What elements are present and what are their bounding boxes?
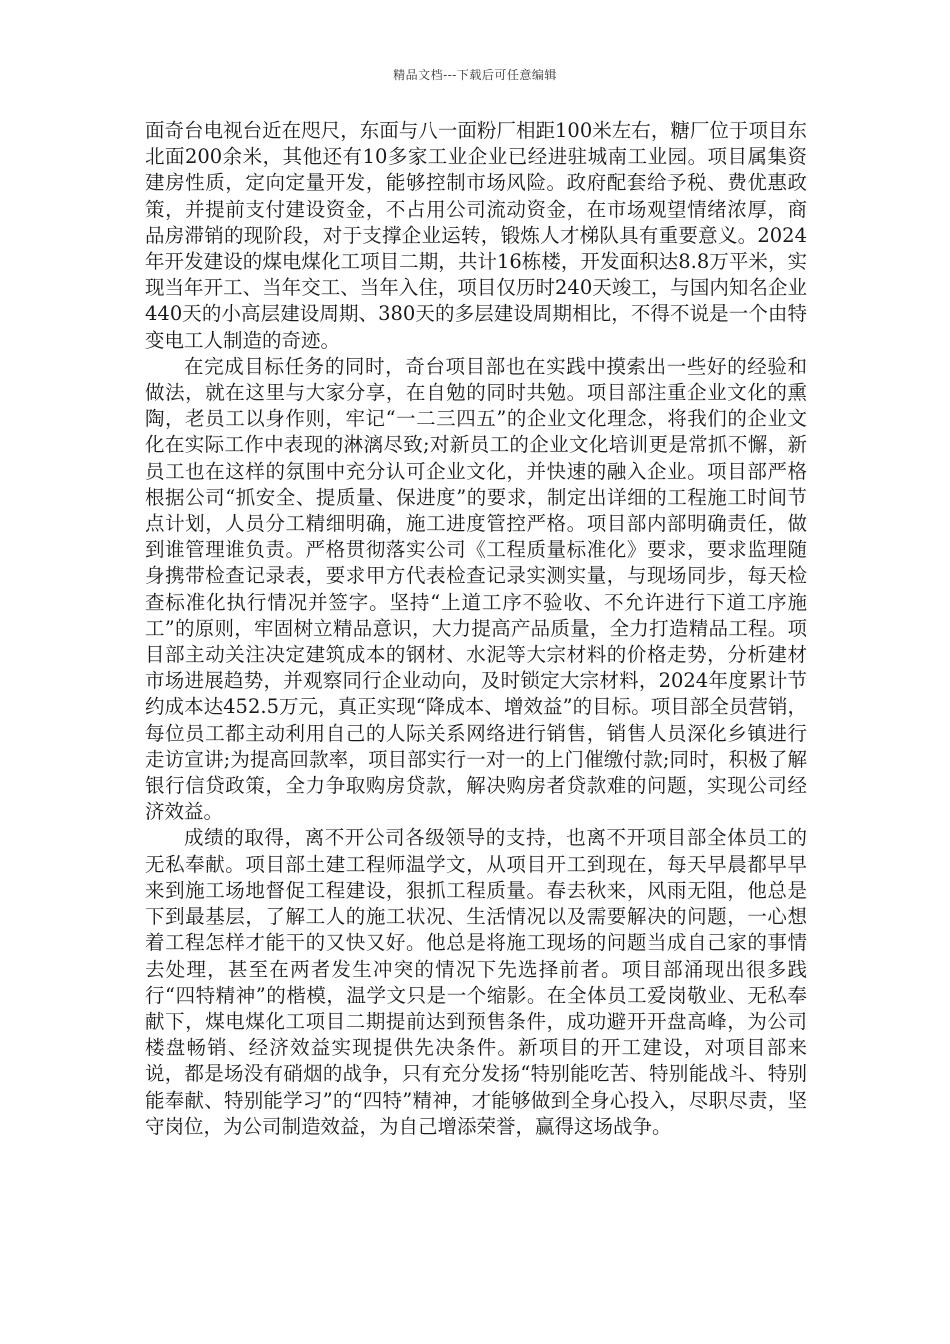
paragraph-3: 成绩的取得，离不开公司各级领导的支持，也离不开项目部全体员工的无私奉献。项目部土建工程师温学文，从项目开工到现在，每天早晨都早早来到施工场地督促工程建设，狠抓工程质量。春去秋来，风雨无阻，他总是下到最基层，了解工人的施工状况、生活情况以及需要解决的问题，一心想着工程怎样才能干的又快又好。他总是将施工现场的问题当成自己家的事情去处理，甚至在两者发生冲突的情况下先选择前者。项目部涌现出很多践行“四特精神”的楷模，温学文只是一个缩影。在全体员工爱岗敬业、无私奉献下，煤电煤化工项目二期提前达到预售条件，成功避开开盘高峰，为公司楼盘畅销、经济效益实现提供先决条件。新项目的开工建设，对项目部来说，都是场没有硝烟的战争，只有充分发扬“特别能吃苦、特别能战斗、特别能奉献、特别能学习”的“四特”精神，才能够做到全身心投入，尽职尽责，坚守岗位，为公司制造效益，为自己增添荣誉，赢得这场战争。 <box>145 826 807 1138</box>
paragraph-2: 在完成目标任务的同时，奇台项目部也在实践中摸索出一些好的经验和做法，就在这里与大家分享，在自勉的同时共勉。项目部注重企业文化的熏陶，老员工以身作则，牢记“一二三四五”的企业文化理念，将我们的企业文化在实际工作中表现的淋漓尽致;对新员工的企业文化培训更是常抓不懈，新员工也在这样的氛围中充分认可企业文化，并快速的融入企业。项目部严格根据公司“抓安全、提质量、保进度”的要求，制定出详细的工程施工时间节点计划，人员分工精细明确，施工进度管控严格。项目部内部明确责任，做到谁管理谁负责。严格贯彻落实公司《工程质量标准化》要求，要求监理随身携带检查记录表，要求甲方代表检查记录实测实量，与现场同步，每天检查标准化执行情况并签字。坚持“上道工序不验收、不允许进行下道工序施工”的原则，牢固树立精品意识，大力提高产品质量，全力打造精品工程。项目部主动关注决定建筑成本的钢材、水泥等大宗材料的价格走势，分析建材市场进展趋势，并观察同行企业动向，及时锁定大宗材料，2024年度累计节约成本达452.5万元，真正实现“降成本、增效益”的目标。项目部全员营销，每位员工都主动利用自己的人际关系网络进行销售，销售人员深化乡镇进行走访宣讲;为提高回款率，项目部实行一对一的上门催缴付款;同时，积极了解银行信贷政策，全力争取购房贷款，解决购房者贷款难的问题，实现公司经济效益。 <box>145 354 807 824</box>
document-body <box>145 118 807 1140</box>
page-header: 精品文档---下载后可任意编辑 <box>393 68 557 82</box>
paragraph-1: 面奇台电视台近在咫尺，东面与八一面粉厂相距100米左右，糖厂位于项目东北面200余米，其他还有10多家工业企业已经进驻城南工业园。项目属集资建房性质，定向定量开发，能够控制市场风险。政府配套给予税、费优惠政策，并提前支付建设资金，不占用公司流动资金，在市场观望情绪浓厚，商品房滞销的现阶段，对于支撑企业运转，锻炼人才梯队具有重要意义。2024年开发建设的煤电煤化工项目二期，共计16栋楼，开发面积达8.8万平米，实现当年开工、当年交工、当年入住，项目仅历时240天竣工，与国内知名企业440天的小高层建设周期、380天的多层建设周期相比，不得不说是一个由特变电工人制造的奇迹。 <box>145 119 807 352</box>
